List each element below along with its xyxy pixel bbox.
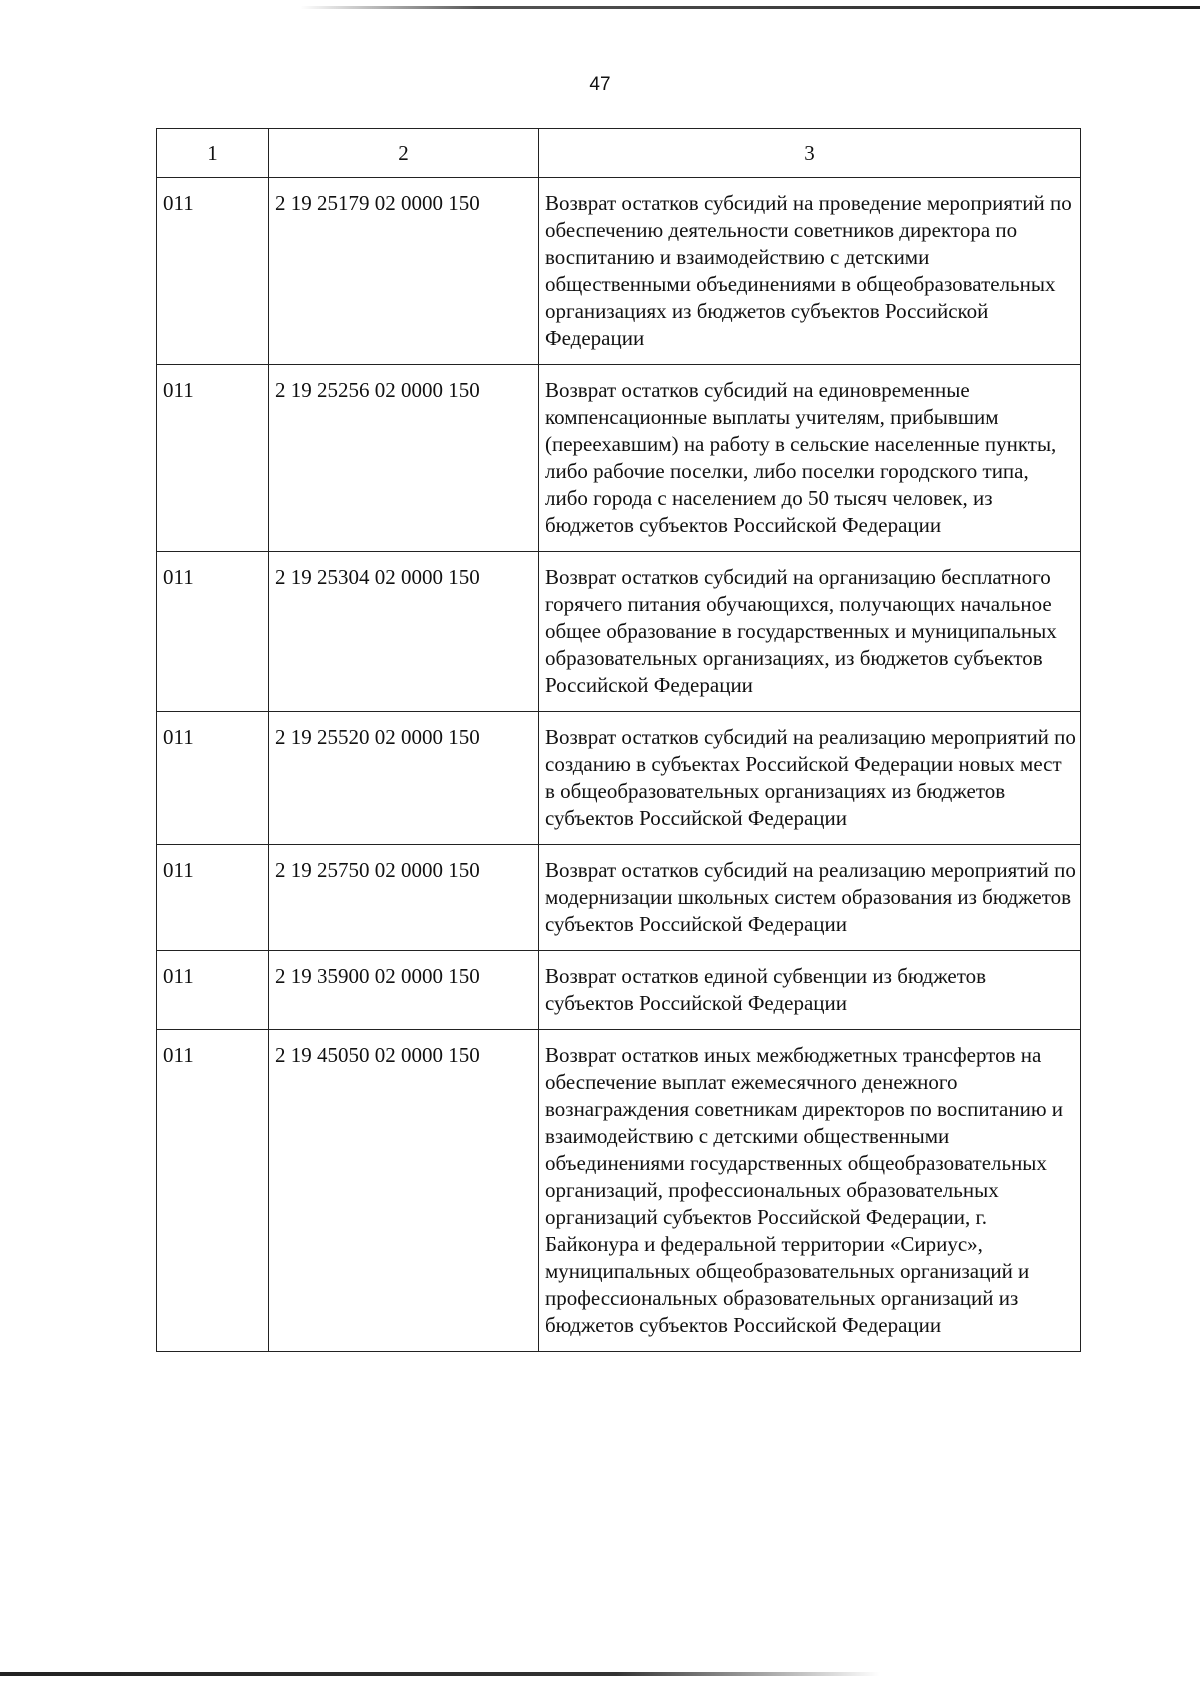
table-row [157, 1030, 1081, 1352]
column-header-3: 3 [539, 129, 1081, 178]
budget-code-cell: 2 19 25520 02 0000 150 [269, 712, 539, 845]
budget-code-cell: 2 19 45050 02 0000 150 [269, 1030, 539, 1352]
description-cell: Возврат остатков субсидий на организацию бесплатного горячего питания обучающихся, получающих начальное общее образование в государственных и муниципальных образовательных организациях, из бюджетов субъектов Российской Федерации [539, 552, 1081, 712]
table-row [157, 365, 1081, 552]
description-cell: Возврат остатков единой субвенции из бюджетов субъектов Российской Федерации [539, 951, 1081, 1030]
column-header-2: 2 [269, 129, 539, 178]
header-row [157, 129, 1081, 178]
scan-edge-top [300, 6, 1200, 9]
table-row [157, 951, 1081, 1030]
scan-edge-bottom [0, 1672, 880, 1676]
description-cell: Возврат остатков субсидий на единовременные компенсационные выплаты учителям, прибывшим (переехавшим) на работу в сельские населенные пункты, либо рабочие поселки, либо поселки городского типа, либо города с населением до 50 тысяч человек, из бюджетов субъектов Российской Федерации [539, 365, 1081, 552]
table-row [157, 845, 1081, 951]
description-cell: Возврат остатков субсидий на проведение мероприятий по обеспечению деятельности советников директора по воспитанию и взаимодействию с детскими общественными объединениями в общеобразовательных организациях из бюджетов субъектов Российской Федерации [539, 178, 1081, 365]
admin-code-cell: 011 [157, 1030, 269, 1352]
budget-code-cell: 2 19 35900 02 0000 150 [269, 951, 539, 1030]
admin-code-cell: 011 [157, 951, 269, 1030]
budget-code-cell: 2 19 25304 02 0000 150 [269, 552, 539, 712]
table-header [157, 129, 1081, 178]
table-row [157, 178, 1081, 365]
description-cell: Возврат остатков субсидий на реализацию мероприятий по созданию в субъектах Российской Федерации новых мест в общеобразовательных организациях из бюджетов субъектов Российской Федерации [539, 712, 1081, 845]
description-cell: Возврат остатков иных межбюджетных трансфертов на обеспечение выплат ежемесячного денежного вознаграждения советникам директоров по воспитанию и взаимодействию с детскими общественными объединениями государственных общеобразовательных организаций, профессиональных образовательных организаций субъектов Российской Федерации, г. Байконура и федеральной территории «Сириус», муниципальных общеобразовательных организаций и профессиональных образовательных организаций из бюджетов субъектов Российской Федерации [539, 1030, 1081, 1352]
table-body [157, 178, 1081, 1352]
budget-code-cell: 2 19 25179 02 0000 150 [269, 178, 539, 365]
admin-code-cell: 011 [157, 552, 269, 712]
table-row [157, 552, 1081, 712]
admin-code-cell: 011 [157, 178, 269, 365]
budget-code-cell: 2 19 25256 02 0000 150 [269, 365, 539, 552]
budget-code-cell: 2 19 25750 02 0000 150 [269, 845, 539, 951]
column-header-1: 1 [157, 129, 269, 178]
table-row [157, 712, 1081, 845]
admin-code-cell: 011 [157, 712, 269, 845]
description-cell: Возврат остатков субсидий на реализацию мероприятий по модернизации школьных систем образования из бюджетов субъектов Российской Федерации [539, 845, 1081, 951]
page-number: 47 [589, 74, 611, 95]
admin-code-cell: 011 [157, 365, 269, 552]
classification-table [156, 128, 1081, 1352]
admin-code-cell: 011 [157, 845, 269, 951]
